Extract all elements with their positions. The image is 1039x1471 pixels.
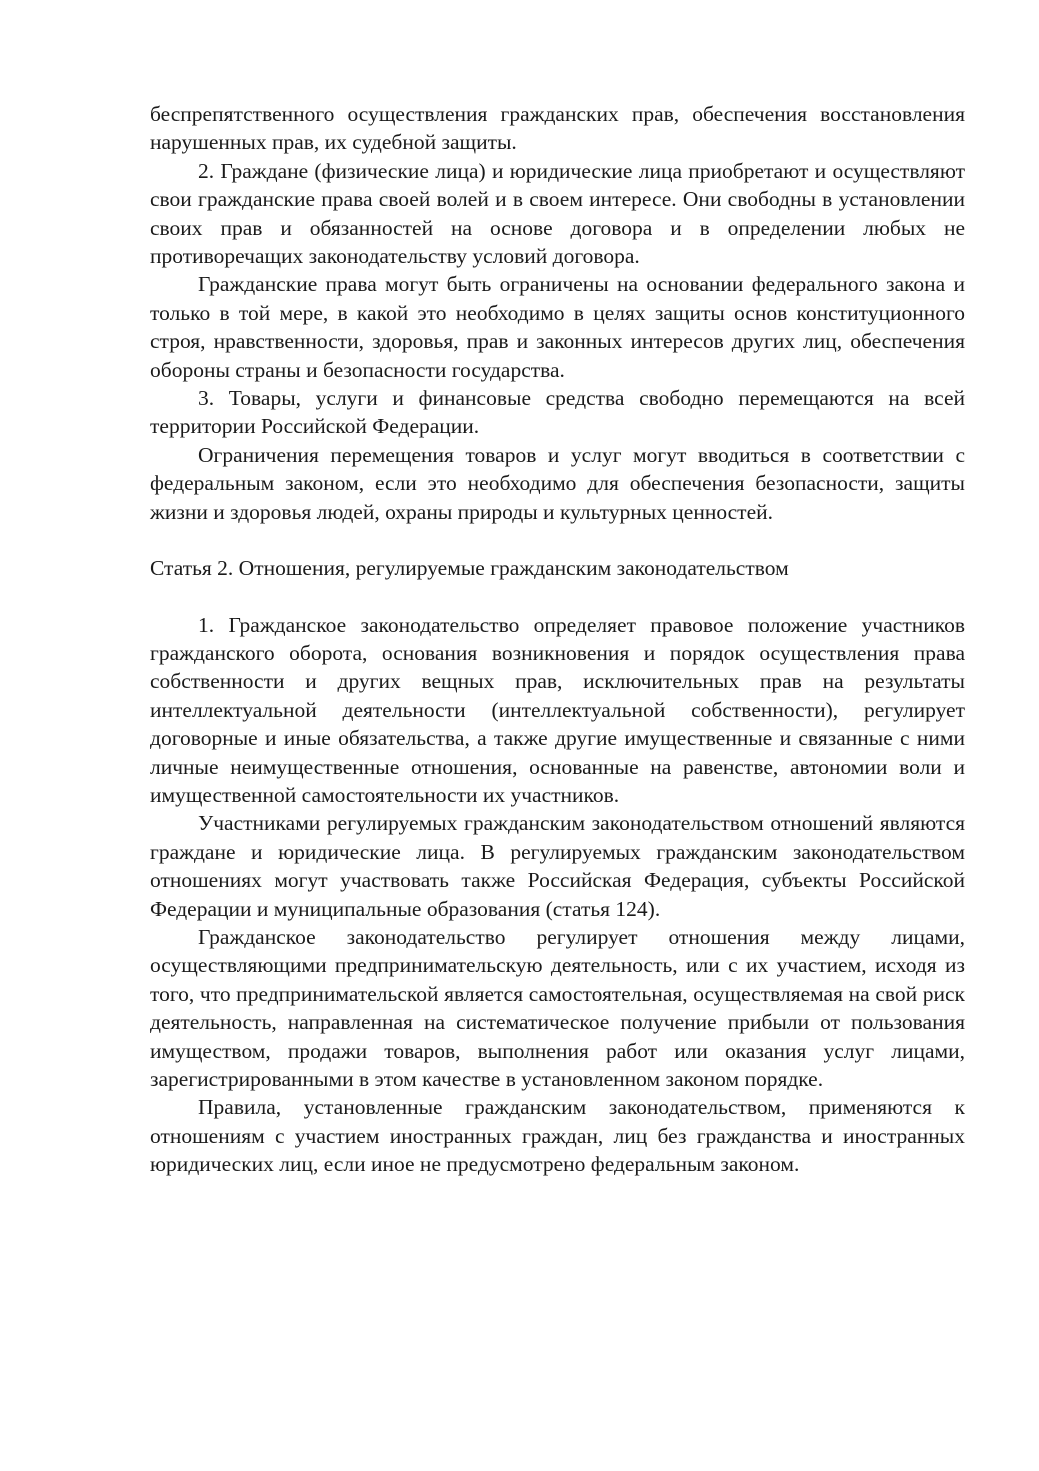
paragraph-article2-item-1: 1. Гражданское законодательство определяет правовое положение участников гражданского оборота, основания возникновения и порядок осуществления права собственности и других вещных прав, исключительных прав на результаты интеллектуальной деятельности (интеллектуальной собственности), регулирует договорные и иные обязательства, а также другие имущественные и связанные с ними личные неимущественные отношения, основанные на равенстве, автономии воли и имущественной самостоятельности их участников. [150,612,965,807]
document-body [150,100,965,1179]
paragraph-rights-limits: Гражданские права могут быть ограничены на основании федерального закона и только в той мере, в какой это необходимо в целях защиты основ конституционного строя, нравственности, здоровья, прав и законных интересов других лиц, обеспечения обороны страны и безопасности государства. [150,272,965,382]
paragraph-movement-limits: Ограничения перемещения товаров и услуг могут вводиться в соответствии с федеральным законом, если это необходимо для обеспечения безопасности, защиты жизни и здоровья людей, охраны природы и культурных ценностей. [150,442,965,524]
paragraph-participants: Участниками регулируемых гражданским законодательством отношений являются граждане и юридические лица. В регулируемых гражданским законодательством отношениях могут участвовать также Российская Федерация, субъекты Российской Федерации и муниципальные образования (статья 124). [150,811,965,921]
paragraph-entrepreneurship: Гражданское законодательство регулирует отношения между лицами, осуществляющими предпринимательскую деятельность, или с их участием, исходя из того, что предпринимательской является самостоятельная, осуществляемая на свой риск деятельность, направленная на систематическое получение прибыли от пользования имуществом, продажи товаров, выполнения работ или оказания услуг лицами, зарегистрированными в этом качестве в установленном законом порядке. [150,924,965,1091]
paragraph-continuation: беспрепятственного осуществления гражданских прав, обеспечения восстановления нарушенных прав, их судебной защиты. [150,102,965,155]
article-heading: Статья 2. Отношения, регулируемые гражданским законодательством [150,556,789,581]
paragraph-item-3: 3. Товары, услуги и финансовые средства свободно перемещаются на всей территории Российской Федерации. [150,386,965,439]
paragraph-foreign-persons: Правила, установленные гражданским законодательством, применяются к отношениям с участием иностранных граждан, лиц без гражданства и иностранных юридических лиц, если иное не предусмотрено федеральным законом. [150,1095,965,1177]
paragraph-item-2: 2. Граждане (физические лица) и юридические лица приобретают и осуществляют свои гражданские права своей волей и в своем интересе. Они свободны в установлении своих прав и обязанностей на основе договора и в определении любых не противоречащих законодательству условий договора. [150,158,965,269]
